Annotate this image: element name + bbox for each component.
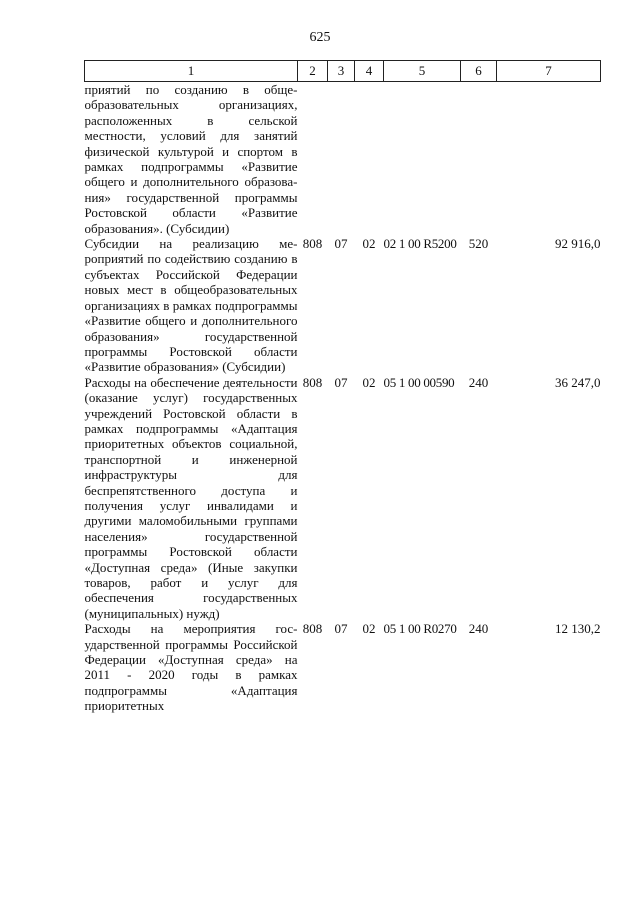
- expense-type-code: [461, 82, 497, 237]
- target-article-code: [384, 82, 461, 237]
- ministry-code: 808: [302, 621, 323, 637]
- target-article-code: 05 1 00 00590: [383, 374, 455, 390]
- column-header-3: 3: [328, 61, 355, 82]
- expense-type-code: 240: [468, 621, 489, 637]
- budget-table: [84, 60, 601, 714]
- table-header-row: [85, 61, 601, 82]
- amount: 12 130,2: [555, 621, 601, 637]
- target-article-code: 02 1 00 R5200: [383, 236, 457, 252]
- column-header-2: 2: [298, 61, 328, 82]
- column-header-5: 5: [384, 61, 461, 82]
- section-code: 07: [334, 621, 348, 637]
- table-row: [85, 236, 601, 375]
- expense-type-code: 520: [468, 236, 489, 252]
- row-description: Расходы на обеспечение деятельности (оказание услуг) государственных учреждений Ростовской области в рамках подпрограммы «Адаптация приоритетных объектов социальной, транспортной и инженерной инфраструктуры для беспрепятственного доступа и получения услуг инвалидами и другими маломобильными группами населения» государственной программы Ростовской области «Доступная среда» (Иные закупки товаров, работ и услуг для обеспечения государственных (муниципальных) нужд): [84, 374, 298, 621]
- expense-type-code: 240: [468, 374, 489, 390]
- row-description: Расходы на мероприятия государственной программы Российской Федерации «Доступная среда» на 2011 - 2020 годы в рамках подпрограммы «Адаптация приоритетных: [84, 621, 298, 714]
- section-code: 07: [334, 236, 348, 252]
- target-article-code: 05 1 00 R0270: [383, 621, 457, 637]
- table-row: [85, 375, 601, 622]
- section-code: [328, 82, 355, 237]
- page-number: 625: [309, 30, 331, 45]
- column-header-4: 4: [355, 61, 384, 82]
- table-row: [85, 82, 601, 237]
- amount: 36 247,0: [555, 374, 601, 390]
- subsection-code: [355, 82, 384, 237]
- row-description: Субсидии на реализацию мероприятий по содействию созданию в субъектах Российской Федерации новых мест в общеобразовательных организациях в рамках подпрограммы «Развитие общего и дополнительного образования» государственной программы Ростовской области «Развитие образования» (Субсидии): [84, 236, 298, 375]
- column-header-7: 7: [497, 61, 601, 82]
- table-row: [85, 621, 601, 713]
- column-header-6: 6: [461, 61, 497, 82]
- ministry-code: 808: [302, 374, 323, 390]
- ministry-code: 808: [302, 236, 323, 252]
- row-description: приятий по созданию в общеобразовательных организациях, расположенных в сельской местности, условий для занятий физической культурой и спортом в рамках подпрограммы «Развитие общего и дополнительного образования» государственной программы Ростовской области «Развитие образования». (Субсидии): [84, 82, 298, 236]
- subsection-code: 02: [362, 236, 376, 252]
- column-header-1: 1: [85, 61, 298, 82]
- section-code: 07: [334, 374, 348, 390]
- amount: 92 916,0: [555, 236, 601, 252]
- amount: [497, 82, 601, 237]
- subsection-code: 02: [362, 374, 376, 390]
- subsection-code: 02: [362, 621, 376, 637]
- ministry-code: [298, 82, 328, 237]
